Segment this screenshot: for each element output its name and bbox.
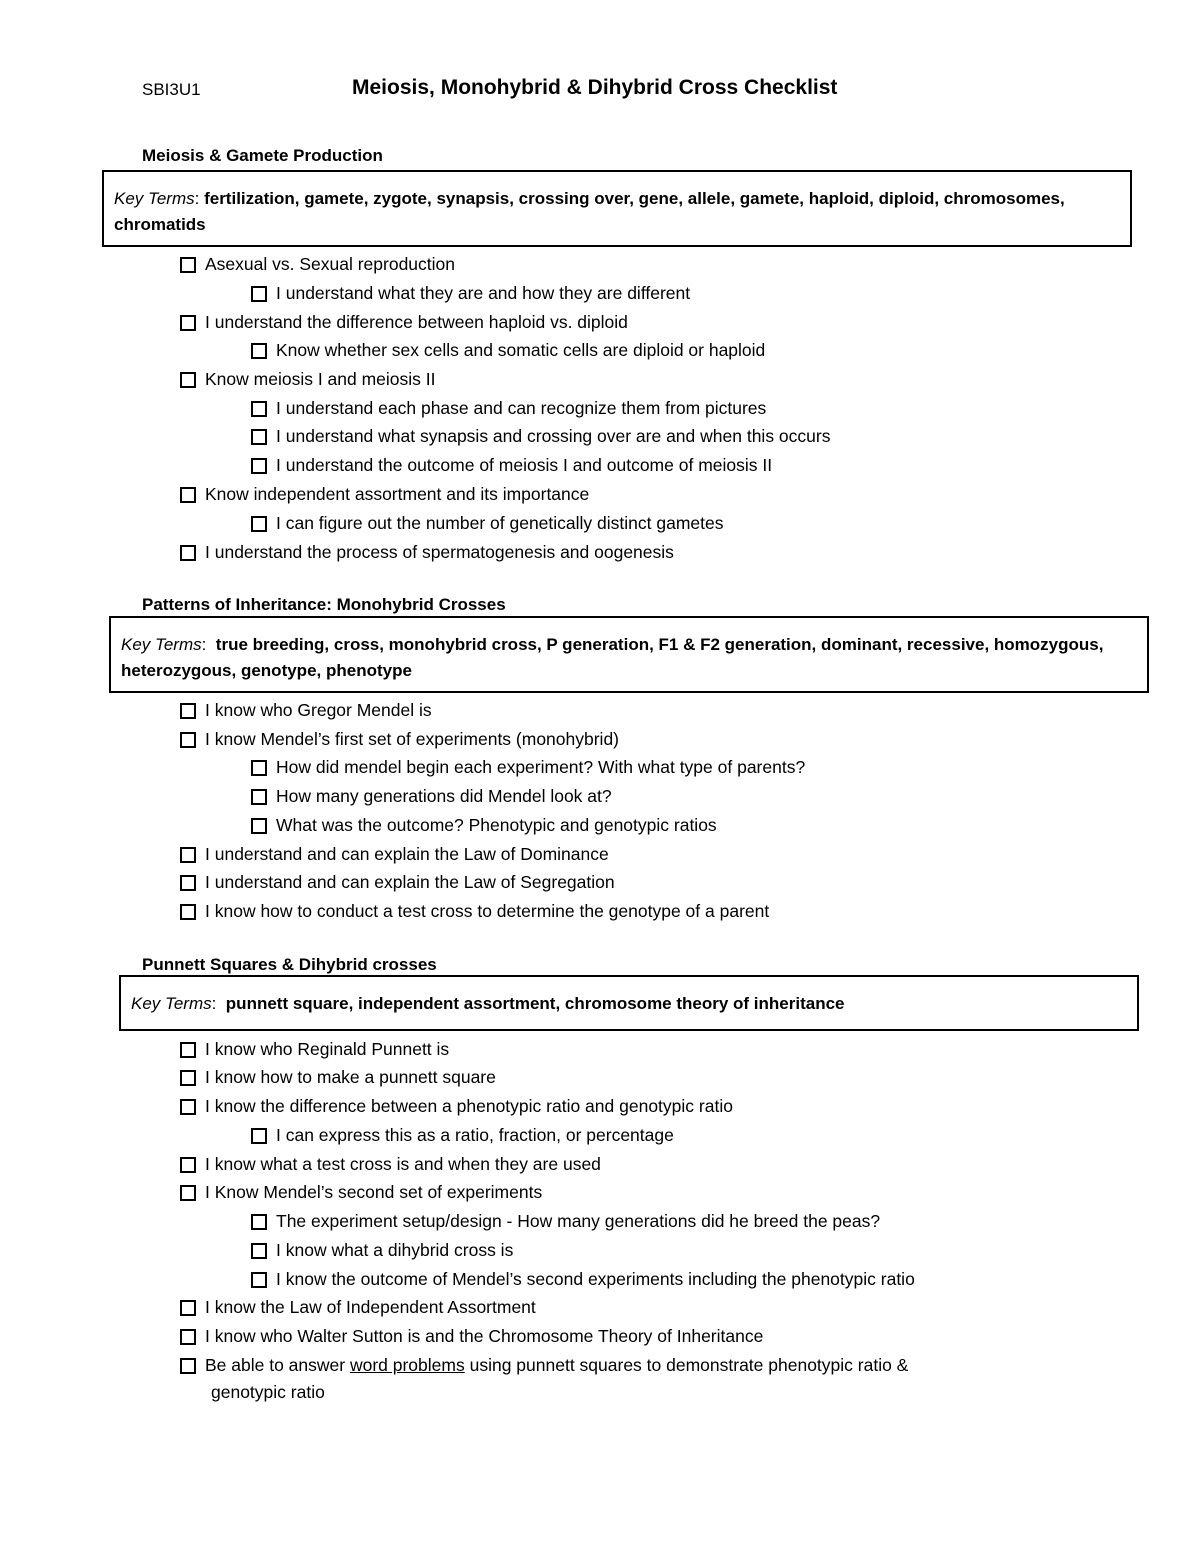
item-label: I understand the process of spermatogenesis and oogenesis [205,542,674,562]
checklist-item[interactable] [251,338,765,362]
item-label: I understand the outcome of meiosis I and outcome of meiosis II [276,455,773,475]
key-terms-box-dihybrid: Key Terms: punnett square, independent assortment, chromosome theory of inheritance [119,975,1139,1031]
item-label: I can express this as a ratio, fraction, or percentage [276,1125,674,1145]
checkbox-icon[interactable] [251,1128,267,1144]
key-terms-label: Key Terms [114,189,195,208]
section-heading-meiosis: Meiosis & Gamete Production [142,146,383,165]
item-label: I understand what synapsis and crossing over are and when this occurs [276,426,831,446]
checkbox-icon[interactable] [251,458,267,474]
checklist-item[interactable] [180,1037,449,1061]
checklist-item[interactable] [251,1267,915,1291]
item-label: I know the outcome of Mendel’s second experiments including the phenotypic ratio [276,1269,915,1289]
checkbox-icon[interactable] [180,1185,196,1201]
key-terms-box-meiosis: Key Terms: fertilization, gamete, zygote, synapsis, crossing over, gene, allele, gamete, haploid, diploid, chromosomes, chromatids [102,170,1132,247]
key-terms-label: Key Terms [121,635,202,654]
item-label: Know meiosis I and meiosis II [205,369,436,389]
checkbox-icon[interactable] [180,732,196,748]
checklist-item[interactable] [251,511,723,535]
item-label: I know Mendel’s first set of experiments (monohybrid) [205,729,620,749]
checkbox-icon[interactable] [251,286,267,302]
checkbox-icon[interactable] [180,372,196,388]
checkbox-icon[interactable] [180,257,196,273]
checkbox-icon[interactable] [251,516,267,532]
checklist-item[interactable] [251,784,612,808]
item-label: The experiment setup/design - How many generations did he breed the peas? [276,1211,881,1231]
checkbox-icon[interactable] [180,1300,196,1316]
checklist-item[interactable] [180,1180,542,1204]
checklist-item[interactable] [180,899,769,923]
checkbox-icon[interactable] [180,904,196,920]
checklist-item[interactable] [180,540,674,564]
checklist-item[interactable] [251,453,772,477]
key-terms-label: Key Terms [131,994,212,1013]
item-label: I know how to conduct a test cross to determine the genotype of a parent [205,901,770,921]
item-label: I know what a test cross is and when they are used [205,1154,601,1174]
checklist-item[interactable] [180,310,628,334]
section-heading-monohybrid: Patterns of Inheritance: Monohybrid Crosses [142,595,506,614]
item-label: I understand what they are and how they are different [276,283,691,303]
key-terms-text: true breeding, cross, monohybrid cross, P generation, F1 & F2 generation, dominant, recessive, homozygous, heterozygous, genotype, phenotype [121,635,1104,680]
checkbox-icon[interactable] [180,1099,196,1115]
item-label: Asexual vs. Sexual reproduction [205,254,455,274]
item-label: I Know Mendel’s second set of experiments [205,1182,543,1202]
checkbox-icon[interactable] [180,1042,196,1058]
checkbox-icon[interactable] [251,343,267,359]
checkbox-icon[interactable] [180,487,196,503]
checklist-item[interactable] [251,1123,674,1147]
item-label-post: using punnett squares to demonstrate phenotypic ratio & [464,1355,909,1375]
checklist-item[interactable] [180,1353,908,1377]
checklist-item[interactable] [180,698,432,722]
checkbox-icon[interactable] [180,1070,196,1086]
checklist-item[interactable] [180,1295,536,1319]
checklist-item[interactable] [251,424,830,448]
item-label: Know independent assortment and its importance [205,484,590,504]
checklist-item[interactable] [180,252,455,276]
checkbox-icon[interactable] [251,1272,267,1288]
checklist-item[interactable] [180,870,615,894]
checklist-item[interactable] [180,1152,601,1176]
checklist-item[interactable] [180,367,436,391]
checkbox-icon[interactable] [251,1214,267,1230]
checklist-item[interactable] [180,1324,763,1348]
item-label: I know how to make a punnett square [205,1067,496,1087]
checkbox-icon[interactable] [180,1329,196,1345]
checkbox-icon[interactable] [180,875,196,891]
checkbox-icon[interactable] [251,760,267,776]
checklist-item[interactable] [251,1209,880,1233]
item-label: I understand each phase and can recognize them from pictures [276,398,767,418]
checklist-item[interactable] [251,813,717,837]
item-label: I know who Gregor Mendel is [205,700,432,720]
item-label: I know the difference between a phenotypic ratio and genotypic ratio [205,1096,733,1116]
checkbox-icon[interactable] [180,847,196,863]
item-label: I know what a dihybrid cross is [276,1240,514,1260]
checkbox-icon[interactable] [180,1157,196,1173]
checklist-item[interactable] [180,1094,733,1118]
item-label: I can figure out the number of genetically distinct gametes [276,513,724,533]
checkbox-icon[interactable] [251,1243,267,1259]
checkbox-icon[interactable] [180,315,196,331]
checkbox-icon[interactable] [251,789,267,805]
item-label: I understand and can explain the Law of Segregation [205,872,615,892]
checklist-item[interactable] [180,482,589,506]
checkbox-icon[interactable] [180,703,196,719]
key-terms-text: punnett square, independent assortment, chromosome theory of inheritance [225,994,845,1013]
checkbox-icon[interactable] [251,429,267,445]
checklist-item-continuation [211,1380,325,1404]
key-terms-box-monohybrid: Key Terms: true breeding, cross, monohybrid cross, P generation, F1 & F2 generation, dominant, recessive, homozygous, heterozygous, genotype, phenotype [109,616,1149,693]
checklist-item[interactable] [251,396,766,420]
item-label-underlined: word problems [349,1355,465,1375]
item-label-pre: Be able to answer [205,1355,350,1375]
checklist-item[interactable] [251,755,805,779]
checkbox-icon[interactable] [251,818,267,834]
checklist-item[interactable] [180,727,619,751]
checkbox-icon[interactable] [251,401,267,417]
page-title: Meiosis, Monohybrid & Dihybrid Cross Checklist [352,76,838,99]
item-label: I know who Walter Sutton is and the Chromosome Theory of Inheritance [205,1326,764,1346]
item-label: How many generations did Mendel look at? [276,786,612,806]
key-terms-text: fertilization, gamete, zygote, synapsis, crossing over, gene, allele, gamete, haploid, diploid, chromosomes, chromatids [114,189,1065,234]
item-label: I know who Reginald Punnett is [205,1039,450,1059]
item-label: I know the Law of Independent Assortment [205,1297,536,1317]
checklist-item[interactable] [180,842,609,866]
item-label-line2: genotypic ratio [211,1382,325,1402]
checklist-item[interactable] [251,1238,513,1262]
checkbox-icon[interactable] [180,545,196,561]
checklist-item[interactable] [251,281,690,305]
item-label: How did mendel begin each experiment? With what type of parents? [276,757,806,777]
item-label: What was the outcome? Phenotypic and genotypic ratios [276,815,717,835]
course-code: SBI3U1 [142,80,201,99]
section-heading-dihybrid: Punnett Squares & Dihybrid crosses [142,955,437,974]
item-label: I understand and can explain the Law of Dominance [205,844,609,864]
checkbox-icon[interactable] [180,1358,196,1374]
item-label: Know whether sex cells and somatic cells are diploid or haploid [276,340,766,360]
checklist-item[interactable] [180,1065,496,1089]
item-label: I understand the difference between haploid vs. diploid [205,312,628,332]
